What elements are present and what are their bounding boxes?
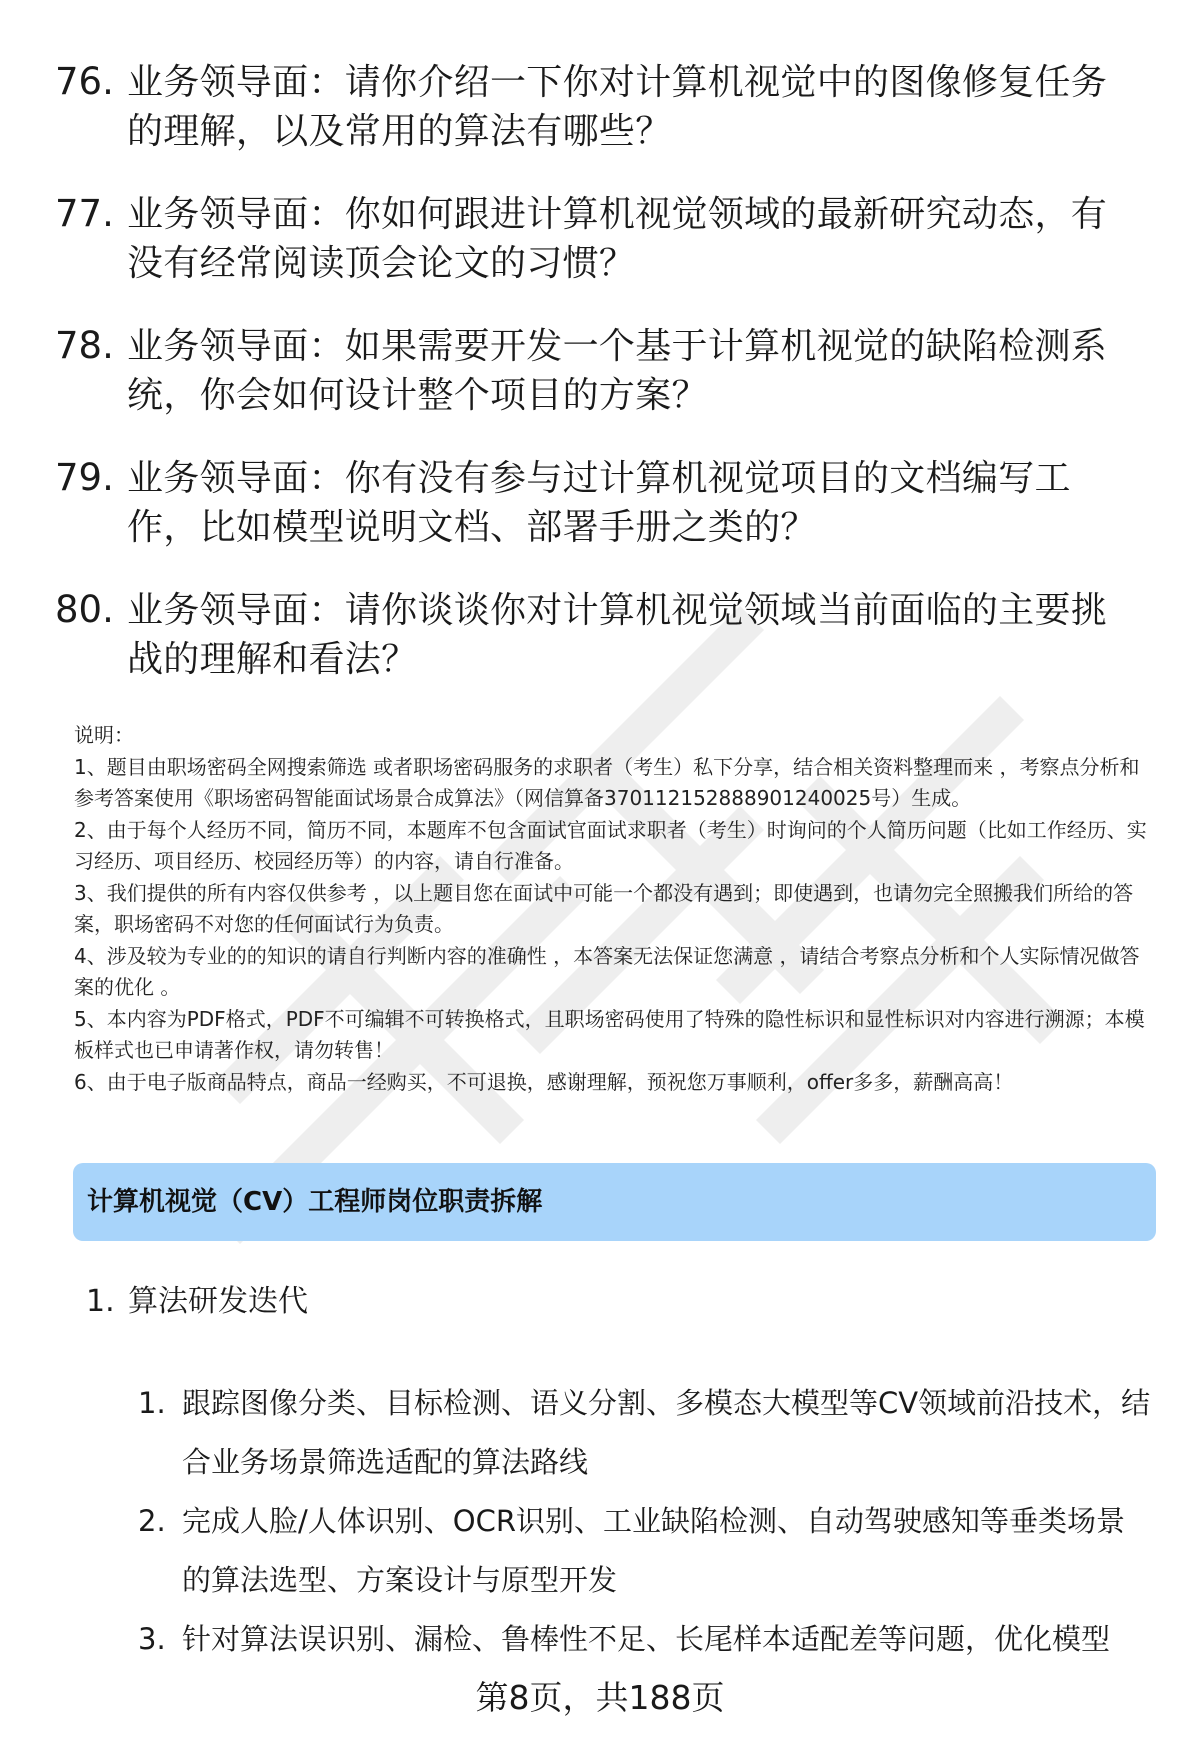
duty-section xyxy=(86,1278,1156,1669)
notes-block xyxy=(74,720,1154,1098)
page-footer: 第8页，共188页 xyxy=(475,1678,725,1717)
duty-item-text: 完成人脸/人体识别、OCR识别、工业缺陷检测、自动驾驶感知等垂类场景的算法选型、方案设计与原型开发 xyxy=(182,1504,1125,1597)
note-item: 3、我们提供的所有内容仅供参考 ，以上题目您在面试中可能一个都没有遇到；即使遇到，也请勿完全照搬我们所给的答案，职场密码不对您的任何面试行为负责。 xyxy=(74,880,1134,936)
question-number: 76. xyxy=(55,60,114,103)
question-item xyxy=(55,322,1145,420)
question-text: 业务领导面：你有没有参与过计算机视觉项目的文档编写工作，比如模型说明文档、部署手册之类的？ xyxy=(127,458,1071,548)
duty-title: 算法研发迭代 xyxy=(128,1284,308,1319)
note-item: 4、涉及较为专业的的知识的请自行判断内容的准确性 ，本答案无法保证您满意 ，请结合考察点分析和个人实际情况做答案的优化 。 xyxy=(74,943,1140,999)
duty-item-number: 1. xyxy=(138,1386,166,1420)
note-item: 6、由于电子版商品特点，商品一经购买，不可退换，感谢理解，预祝您万事顺利，offer多多，薪酬高高！ xyxy=(74,1069,1014,1094)
note-item: 1、题目由职场密码全网搜索筛选 或者职场密码服务的求职者（考生）私下分享，结合相关资料整理而来 ，考察点分析和参考答案使用《职场密码智能面试场景合成算法》（网信算备370112152888901240025号）生成。 xyxy=(74,754,1140,810)
question-text: 业务领导面：如果需要开发一个基于计算机视觉的缺陷检测系统，你会如何设计整个项目的方案？ xyxy=(127,326,1108,416)
note-item: 5、本内容为PDF格式，PDF不可编辑不可转换格式，且职场密码使用了特殊的隐性标识和显性标识对内容进行溯源；本模板样式也已申请著作权，请勿转售！ xyxy=(74,1006,1145,1062)
question-text: 业务领导面：请你介绍一下你对计算机视觉中的图像修复任务的理解，以及常用的算法有哪些？ xyxy=(127,62,1108,152)
question-item xyxy=(55,454,1145,552)
question-number: 79. xyxy=(55,456,114,499)
duty-number: 1. xyxy=(86,1284,115,1319)
duty-heading xyxy=(86,1278,1156,1326)
question-number: 80. xyxy=(55,588,114,631)
question-number: 78. xyxy=(55,324,114,367)
duty-list xyxy=(138,1374,1156,1669)
question-text: 业务领导面：你如何跟进计算机视觉领域的最新研究动态，有没有经常阅读顶会论文的习惯？ xyxy=(127,194,1108,284)
duty-item xyxy=(138,1610,1156,1669)
duty-item-text: 针对算法误识别、漏检、鲁棒性不足、长尾样本适配差等问题，优化模型 xyxy=(182,1622,1111,1656)
duty-item xyxy=(138,1492,1156,1610)
duty-item xyxy=(138,1374,1156,1492)
question-item xyxy=(55,58,1145,156)
duty-item-number: 3. xyxy=(138,1622,166,1656)
question-item xyxy=(55,586,1145,684)
question-number: 77. xyxy=(55,192,114,235)
question-text: 业务领导面：请你谈谈你对计算机视觉领域当前面临的主要挑战的理解和看法？ xyxy=(127,590,1108,680)
duty-item-text: 跟踪图像分类、目标检测、语义分割、多模态大模型等CV领域前沿技术，结合业务场景筛选适配的算法路线 xyxy=(182,1386,1151,1479)
question-list xyxy=(55,58,1145,718)
section-title: 计算机视觉（CV）工程师岗位职责拆解 xyxy=(87,1187,543,1217)
duty-item-number: 2. xyxy=(138,1504,166,1538)
question-item xyxy=(55,190,1145,288)
note-item: 2、由于每个人经历不同，简历不同，本题库不包含面试官面试求职者（考生）时询问的个人简历问题（比如工作经历、实习经历、项目经历、校园经历等）的内容，请自行准备。 xyxy=(74,817,1147,873)
section-header xyxy=(73,1163,1156,1241)
notes-heading: 说明： xyxy=(74,723,134,747)
